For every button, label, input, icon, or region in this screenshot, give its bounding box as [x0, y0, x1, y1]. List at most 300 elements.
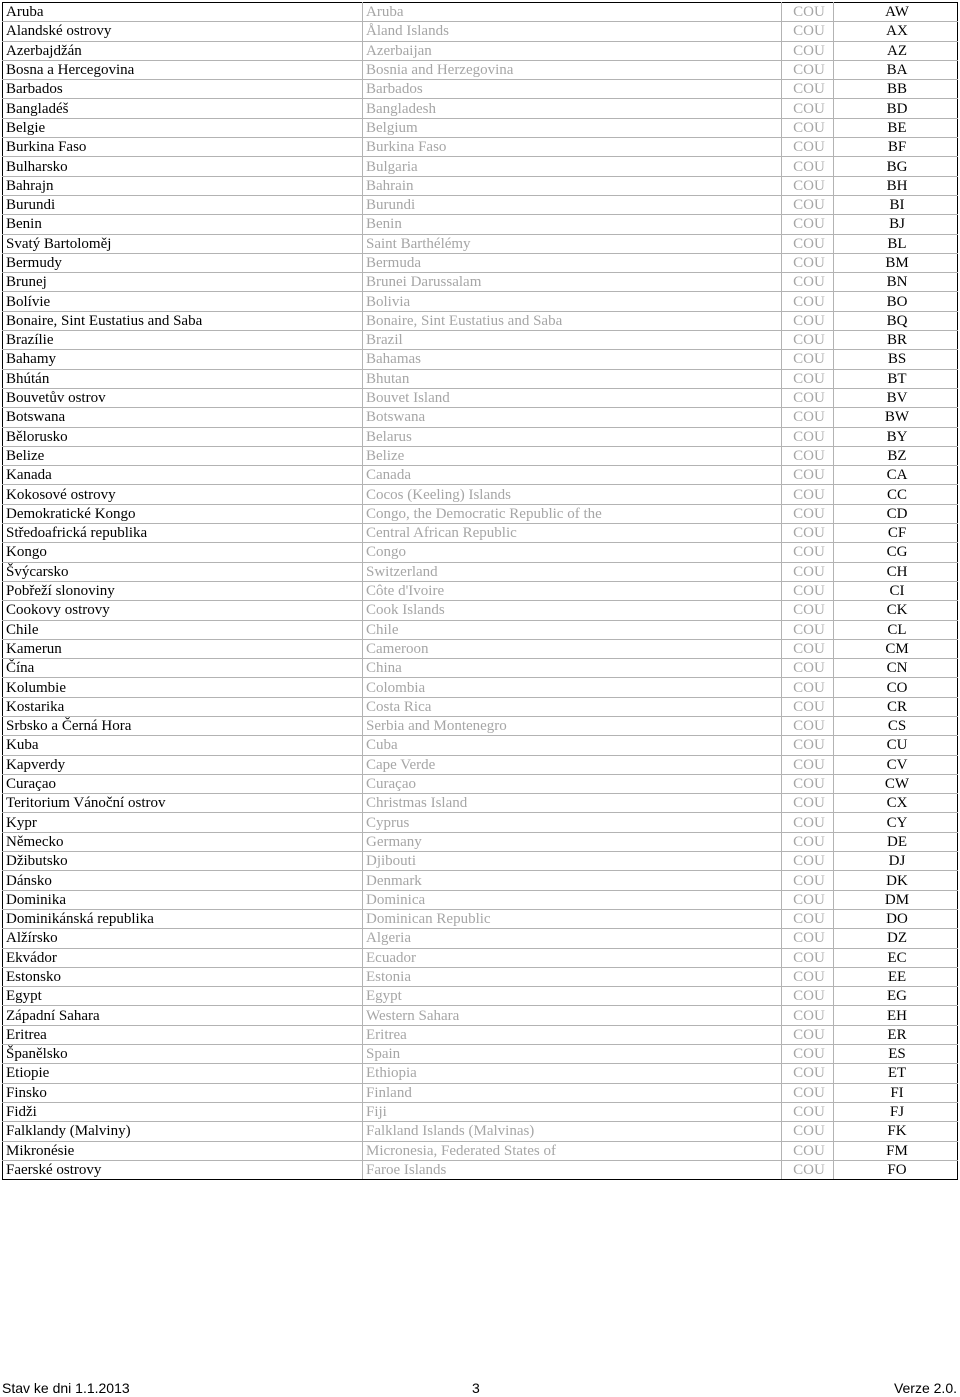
- country-name-en: Chile: [363, 620, 782, 639]
- entity-type: COU: [782, 350, 834, 369]
- country-name-en: Faroe Islands: [363, 1160, 782, 1179]
- iso-code: CR: [834, 697, 958, 716]
- country-name-en: Congo, the Democratic Republic of the: [363, 504, 782, 523]
- country-name-en: Bangladesh: [363, 99, 782, 118]
- entity-type: COU: [782, 1102, 834, 1121]
- entity-type: COU: [782, 1160, 834, 1179]
- entity-type: COU: [782, 253, 834, 272]
- iso-code: DO: [834, 909, 958, 928]
- iso-code: CI: [834, 581, 958, 600]
- entity-type: COU: [782, 543, 834, 562]
- country-name-cs: Burkina Faso: [3, 138, 363, 157]
- table-row: [3, 736, 958, 755]
- country-name-en: Bahamas: [363, 350, 782, 369]
- iso-code: BO: [834, 292, 958, 311]
- country-name-cs: Brazílie: [3, 331, 363, 350]
- country-name-en: Côte d'Ivoire: [363, 581, 782, 600]
- table-row: [3, 871, 958, 890]
- iso-code: DJ: [834, 852, 958, 871]
- iso-code: CD: [834, 504, 958, 523]
- country-name-cs: Bouvetův ostrov: [3, 388, 363, 407]
- country-name-en: Burkina Faso: [363, 138, 782, 157]
- entity-type: COU: [782, 601, 834, 620]
- entity-type: COU: [782, 794, 834, 813]
- entity-type: COU: [782, 195, 834, 214]
- country-name-cs: Bosna a Hercegovina: [3, 60, 363, 79]
- country-name-en: Belgium: [363, 118, 782, 137]
- entity-type: COU: [782, 485, 834, 504]
- country-name-cs: Dánsko: [3, 871, 363, 890]
- country-name-en: Denmark: [363, 871, 782, 890]
- entity-type: COU: [782, 678, 834, 697]
- country-name-en: Belarus: [363, 427, 782, 446]
- country-name-cs: Kuba: [3, 736, 363, 755]
- country-name-en: Burundi: [363, 195, 782, 214]
- table-row: [3, 1083, 958, 1102]
- iso-code: ER: [834, 1025, 958, 1044]
- table-row: [3, 41, 958, 60]
- iso-code: DZ: [834, 929, 958, 948]
- entity-type: COU: [782, 1025, 834, 1044]
- iso-code: BS: [834, 350, 958, 369]
- entity-type: COU: [782, 22, 834, 41]
- table-row: [3, 581, 958, 600]
- entity-type: COU: [782, 736, 834, 755]
- iso-code: FJ: [834, 1102, 958, 1121]
- country-name-en: Ethiopia: [363, 1064, 782, 1083]
- table-row: [3, 929, 958, 948]
- iso-code: CL: [834, 620, 958, 639]
- country-name-cs: Barbados: [3, 80, 363, 99]
- iso-code: FK: [834, 1122, 958, 1141]
- country-name-cs: Kypr: [3, 813, 363, 832]
- country-name-en: Brunei Darussalam: [363, 273, 782, 292]
- entity-type: COU: [782, 929, 834, 948]
- iso-code: DK: [834, 871, 958, 890]
- table-row: [3, 813, 958, 832]
- table-row: [3, 427, 958, 446]
- table-row: [3, 562, 958, 581]
- entity-type: COU: [782, 852, 834, 871]
- entity-type: COU: [782, 871, 834, 890]
- table-row: [3, 80, 958, 99]
- country-name-en: Congo: [363, 543, 782, 562]
- country-name-cs: Kamerun: [3, 639, 363, 658]
- entity-type: COU: [782, 562, 834, 581]
- country-name-cs: Azerbajdžán: [3, 41, 363, 60]
- iso-code: CH: [834, 562, 958, 581]
- country-name-en: Finland: [363, 1083, 782, 1102]
- country-name-en: Belize: [363, 446, 782, 465]
- iso-code: CV: [834, 755, 958, 774]
- table-row: [3, 331, 958, 350]
- table-row: [3, 466, 958, 485]
- country-name-cs: Egypt: [3, 987, 363, 1006]
- entity-type: COU: [782, 60, 834, 79]
- country-name-en: Botswana: [363, 408, 782, 427]
- entity-type: COU: [782, 1122, 834, 1141]
- country-name-en: Bahrain: [363, 176, 782, 195]
- table-row: [3, 890, 958, 909]
- entity-type: COU: [782, 813, 834, 832]
- table-row: [3, 1122, 958, 1141]
- footer-page-number: 3: [472, 1380, 480, 1396]
- iso-code: EH: [834, 1006, 958, 1025]
- entity-type: COU: [782, 215, 834, 234]
- country-name-en: Cook Islands: [363, 601, 782, 620]
- country-name-cs: Fidži: [3, 1102, 363, 1121]
- table-row: [3, 253, 958, 272]
- entity-type: COU: [782, 138, 834, 157]
- table-row: [3, 138, 958, 157]
- table-row: [3, 1045, 958, 1064]
- iso-code: CU: [834, 736, 958, 755]
- iso-code: EC: [834, 948, 958, 967]
- country-name-en: Cyprus: [363, 813, 782, 832]
- iso-code: AX: [834, 22, 958, 41]
- table-row: [3, 504, 958, 523]
- iso-code: BA: [834, 60, 958, 79]
- country-name-en: Eritrea: [363, 1025, 782, 1044]
- country-name-en: Micronesia, Federated States of: [363, 1141, 782, 1160]
- entity-type: COU: [782, 639, 834, 658]
- entity-type: COU: [782, 890, 834, 909]
- iso-code: BJ: [834, 215, 958, 234]
- country-name-cs: Kongo: [3, 543, 363, 562]
- country-name-en: Åland Islands: [363, 22, 782, 41]
- country-name-cs: Etiopie: [3, 1064, 363, 1083]
- iso-code: BL: [834, 234, 958, 253]
- country-name-en: Colombia: [363, 678, 782, 697]
- table-row: [3, 639, 958, 658]
- entity-type: COU: [782, 1006, 834, 1025]
- country-name-cs: Bangladéš: [3, 99, 363, 118]
- table-row: [3, 215, 958, 234]
- country-name-cs: Falklandy (Malviny): [3, 1122, 363, 1141]
- country-name-en: Brazil: [363, 331, 782, 350]
- table-row: [3, 60, 958, 79]
- entity-type: COU: [782, 331, 834, 350]
- iso-code: DE: [834, 832, 958, 851]
- table-row: [3, 1141, 958, 1160]
- country-name-cs: Dominika: [3, 890, 363, 909]
- iso-code: EE: [834, 967, 958, 986]
- country-name-cs: Faerské ostrovy: [3, 1160, 363, 1179]
- country-name-cs: Alžírsko: [3, 929, 363, 948]
- country-name-en: Germany: [363, 832, 782, 851]
- country-name-en: Algeria: [363, 929, 782, 948]
- table-row: [3, 755, 958, 774]
- country-code-table: [2, 2, 958, 1180]
- country-name-en: Dominican Republic: [363, 909, 782, 928]
- country-name-cs: Benin: [3, 215, 363, 234]
- table-row: [3, 22, 958, 41]
- country-name-en: Cuba: [363, 736, 782, 755]
- country-name-cs: Cookovy ostrovy: [3, 601, 363, 620]
- country-name-cs: Západní Sahara: [3, 1006, 363, 1025]
- country-name-cs: Pobřeží slonoviny: [3, 581, 363, 600]
- country-name-en: Costa Rica: [363, 697, 782, 716]
- country-name-en: Cape Verde: [363, 755, 782, 774]
- table-row: [3, 697, 958, 716]
- country-name-en: Dominica: [363, 890, 782, 909]
- iso-code: CM: [834, 639, 958, 658]
- table-row: [3, 1102, 958, 1121]
- entity-type: COU: [782, 446, 834, 465]
- entity-type: COU: [782, 157, 834, 176]
- table-row: [3, 408, 958, 427]
- country-name-en: Benin: [363, 215, 782, 234]
- iso-code: BW: [834, 408, 958, 427]
- iso-code: CS: [834, 716, 958, 735]
- entity-type: COU: [782, 1064, 834, 1083]
- iso-code: AZ: [834, 41, 958, 60]
- country-name-cs: Svatý Bartoloměj: [3, 234, 363, 253]
- entity-type: COU: [782, 292, 834, 311]
- country-name-cs: Bhútán: [3, 369, 363, 388]
- country-name-en: Ecuador: [363, 948, 782, 967]
- iso-code: DM: [834, 890, 958, 909]
- country-name-cs: Čína: [3, 659, 363, 678]
- country-name-cs: Bermudy: [3, 253, 363, 272]
- table-row: [3, 967, 958, 986]
- entity-type: COU: [782, 1083, 834, 1102]
- iso-code: BR: [834, 331, 958, 350]
- footer-date: Stav ke dni 1.1.2013: [2, 1380, 130, 1396]
- country-name-cs: Bahrajn: [3, 176, 363, 195]
- table-row: [3, 987, 958, 1006]
- country-name-cs: Brunej: [3, 273, 363, 292]
- iso-code: BG: [834, 157, 958, 176]
- country-name-en: Western Sahara: [363, 1006, 782, 1025]
- country-name-cs: Kokosové ostrovy: [3, 485, 363, 504]
- country-name-cs: Džibutsko: [3, 852, 363, 871]
- table-row: [3, 1006, 958, 1025]
- table-row: [3, 176, 958, 195]
- entity-type: COU: [782, 659, 834, 678]
- country-name-cs: Kapverdy: [3, 755, 363, 774]
- iso-code: CG: [834, 543, 958, 562]
- entity-type: COU: [782, 987, 834, 1006]
- country-name-en: Cameroon: [363, 639, 782, 658]
- entity-type: COU: [782, 80, 834, 99]
- country-name-cs: Aruba: [3, 3, 363, 22]
- country-name-cs: Bonaire, Sint Eustatius and Saba: [3, 311, 363, 330]
- entity-type: COU: [782, 909, 834, 928]
- country-name-en: Central African Republic: [363, 524, 782, 543]
- country-name-cs: Alandské ostrovy: [3, 22, 363, 41]
- country-name-en: Switzerland: [363, 562, 782, 581]
- entity-type: COU: [782, 967, 834, 986]
- country-name-en: Serbia and Montenegro: [363, 716, 782, 735]
- table-row: [3, 1160, 958, 1179]
- iso-code: BH: [834, 176, 958, 195]
- footer-version: Verze 2.0.: [893, 1380, 957, 1396]
- table-row: [3, 620, 958, 639]
- iso-code: BQ: [834, 311, 958, 330]
- country-name-en: Fiji: [363, 1102, 782, 1121]
- country-name-en: Bulgaria: [363, 157, 782, 176]
- country-name-cs: Belgie: [3, 118, 363, 137]
- iso-code: BD: [834, 99, 958, 118]
- entity-type: COU: [782, 273, 834, 292]
- table-row: [3, 3, 958, 22]
- entity-type: COU: [782, 176, 834, 195]
- page-footer: [2, 1380, 957, 1397]
- table-row: [3, 195, 958, 214]
- iso-code: ES: [834, 1045, 958, 1064]
- entity-type: COU: [782, 504, 834, 523]
- country-name-cs: Dominikánská republika: [3, 909, 363, 928]
- table-row: [3, 1064, 958, 1083]
- entity-type: COU: [782, 118, 834, 137]
- iso-code: CX: [834, 794, 958, 813]
- iso-code: BE: [834, 118, 958, 137]
- country-name-en: Spain: [363, 1045, 782, 1064]
- country-name-en: Azerbaijan: [363, 41, 782, 60]
- iso-code: CN: [834, 659, 958, 678]
- country-name-cs: Curaçao: [3, 774, 363, 793]
- iso-code: BZ: [834, 446, 958, 465]
- country-name-en: Bhutan: [363, 369, 782, 388]
- entity-type: COU: [782, 427, 834, 446]
- entity-type: COU: [782, 774, 834, 793]
- country-name-cs: Středoafrická republika: [3, 524, 363, 543]
- country-name-cs: Španělsko: [3, 1045, 363, 1064]
- entity-type: COU: [782, 581, 834, 600]
- table-row: [3, 311, 958, 330]
- iso-code: BF: [834, 138, 958, 157]
- iso-code: BN: [834, 273, 958, 292]
- entity-type: COU: [782, 620, 834, 639]
- iso-code: BI: [834, 195, 958, 214]
- table-row: [3, 659, 958, 678]
- entity-type: COU: [782, 524, 834, 543]
- iso-code: BT: [834, 369, 958, 388]
- table-row: [3, 369, 958, 388]
- entity-type: COU: [782, 388, 834, 407]
- country-name-cs: Eritrea: [3, 1025, 363, 1044]
- country-name-cs: Švýcarsko: [3, 562, 363, 581]
- country-name-cs: Německo: [3, 832, 363, 851]
- iso-code: FO: [834, 1160, 958, 1179]
- table-row: [3, 948, 958, 967]
- country-name-cs: Srbsko a Černá Hora: [3, 716, 363, 735]
- entity-type: COU: [782, 234, 834, 253]
- iso-code: BM: [834, 253, 958, 272]
- table-row: [3, 543, 958, 562]
- table-row: [3, 292, 958, 311]
- iso-code: BB: [834, 80, 958, 99]
- country-name-cs: Belize: [3, 446, 363, 465]
- country-name-cs: Bahamy: [3, 350, 363, 369]
- country-name-en: Bosnia and Herzegovina: [363, 60, 782, 79]
- country-name-cs: Mikronésie: [3, 1141, 363, 1160]
- country-name-cs: Bolívie: [3, 292, 363, 311]
- entity-type: COU: [782, 832, 834, 851]
- country-name-cs: Kolumbie: [3, 678, 363, 697]
- iso-code: CO: [834, 678, 958, 697]
- iso-code: CK: [834, 601, 958, 620]
- iso-code: CW: [834, 774, 958, 793]
- table-row: [3, 794, 958, 813]
- country-name-en: Bouvet Island: [363, 388, 782, 407]
- table-row: [3, 716, 958, 735]
- country-name-en: Estonia: [363, 967, 782, 986]
- table-row: [3, 234, 958, 253]
- table-row: [3, 388, 958, 407]
- entity-type: COU: [782, 3, 834, 22]
- country-name-cs: Burundi: [3, 195, 363, 214]
- entity-type: COU: [782, 408, 834, 427]
- iso-code: CY: [834, 813, 958, 832]
- entity-type: COU: [782, 1045, 834, 1064]
- table-row: [3, 678, 958, 697]
- country-name-en: Aruba: [363, 3, 782, 22]
- country-name-en: Bermuda: [363, 253, 782, 272]
- iso-code: FM: [834, 1141, 958, 1160]
- country-name-cs: Kostarika: [3, 697, 363, 716]
- table-row: [3, 1025, 958, 1044]
- iso-code: CC: [834, 485, 958, 504]
- table-row: [3, 601, 958, 620]
- table-row: [3, 524, 958, 543]
- country-name-en: Bolivia: [363, 292, 782, 311]
- entity-type: COU: [782, 369, 834, 388]
- table-row: [3, 832, 958, 851]
- iso-code: BY: [834, 427, 958, 446]
- country-name-en: Bonaire, Sint Eustatius and Saba: [363, 311, 782, 330]
- country-name-en: China: [363, 659, 782, 678]
- entity-type: COU: [782, 311, 834, 330]
- country-name-en: Djibouti: [363, 852, 782, 871]
- country-name-cs: Teritorium Vánoční ostrov: [3, 794, 363, 813]
- table-row: [3, 446, 958, 465]
- entity-type: COU: [782, 755, 834, 774]
- iso-code: AW: [834, 3, 958, 22]
- country-name-en: Falkland Islands (Malvinas): [363, 1122, 782, 1141]
- entity-type: COU: [782, 99, 834, 118]
- country-name-en: Canada: [363, 466, 782, 485]
- country-name-en: Saint Barthélémy: [363, 234, 782, 253]
- entity-type: COU: [782, 697, 834, 716]
- table-row: [3, 350, 958, 369]
- iso-code: EG: [834, 987, 958, 1006]
- entity-type: COU: [782, 41, 834, 60]
- country-name-cs: Demokratické Kongo: [3, 504, 363, 523]
- iso-code: CA: [834, 466, 958, 485]
- table-row: [3, 485, 958, 504]
- country-name-cs: Kanada: [3, 466, 363, 485]
- country-name-en: Barbados: [363, 80, 782, 99]
- table-row: [3, 909, 958, 928]
- table-row: [3, 852, 958, 871]
- country-name-cs: Finsko: [3, 1083, 363, 1102]
- country-name-cs: Bělorusko: [3, 427, 363, 446]
- entity-type: COU: [782, 1141, 834, 1160]
- table-row: [3, 273, 958, 292]
- entity-type: COU: [782, 716, 834, 735]
- table-row: [3, 157, 958, 176]
- country-name-cs: Bulharsko: [3, 157, 363, 176]
- iso-code: ET: [834, 1064, 958, 1083]
- iso-code: FI: [834, 1083, 958, 1102]
- country-name-en: Christmas Island: [363, 794, 782, 813]
- table-row: [3, 99, 958, 118]
- country-name-cs: Ekvádor: [3, 948, 363, 967]
- entity-type: COU: [782, 466, 834, 485]
- table-row: [3, 118, 958, 137]
